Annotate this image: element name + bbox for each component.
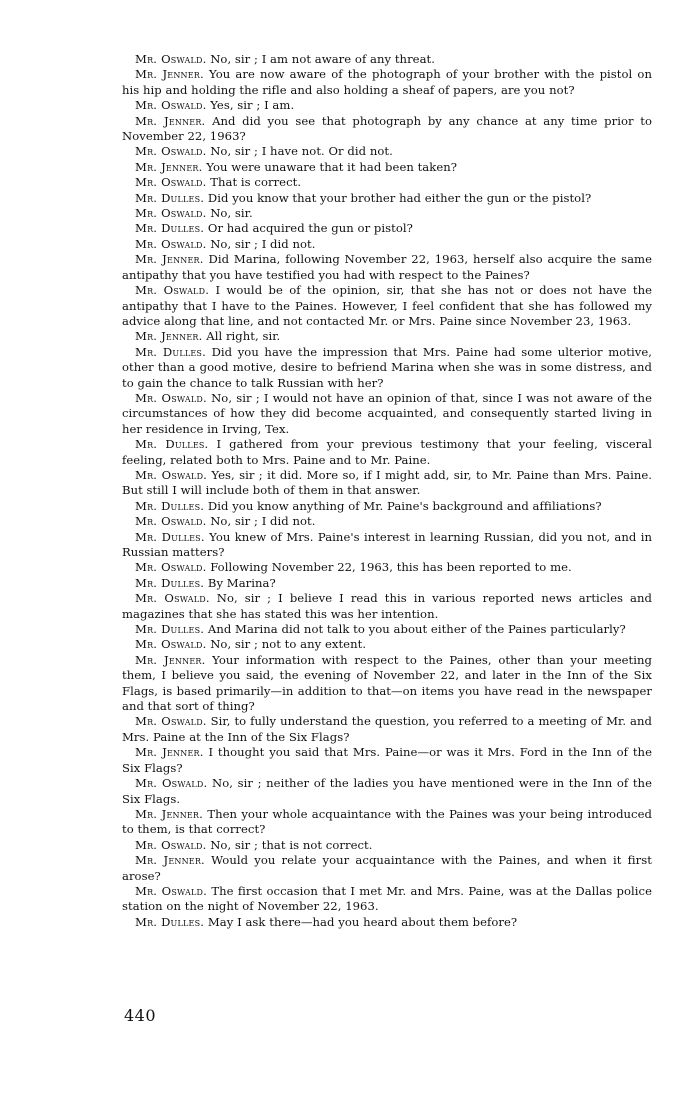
- utterance-text: I gathered from your previous testimony that your feeling, visceral feeling, related both to Mrs. Paine and to Mr. Paine.: [122, 437, 652, 467]
- utterance-text: No, sir ; I did not.: [210, 236, 316, 251]
- speaker-name: Mr. Jenner.: [135, 159, 203, 174]
- speaker-name: Mr. Dulles.: [135, 437, 209, 452]
- speaker-name: Mr. Dulles.: [135, 221, 205, 236]
- utterance-text: I thought you said that Mrs. Paine—or was it Mrs. Ford in the Inn of the Six Flags?: [122, 745, 652, 775]
- utterance-text: No, sir ; neither of the ladies you have mentioned were in the Inn of the Six Flags.: [122, 776, 652, 806]
- utterance-text: You were unaware that it had been taken?: [206, 159, 458, 174]
- utterance-text: No, sir.: [210, 206, 253, 221]
- utterance-text: Or had acquired the gun or pistol?: [207, 221, 413, 236]
- testimony-paragraph: [122, 637, 652, 652]
- utterance-text: Yes, sir ; it did. More so, if I might add, sir, to Mr. Paine than Mrs. Paine. But still I will include both of them in that answer.: [122, 467, 652, 498]
- testimony-paragraph: [122, 175, 652, 190]
- utterance-text: By Marina?: [207, 575, 276, 590]
- testimony-paragraph: [122, 206, 652, 221]
- testimony-paragraph: [122, 838, 652, 853]
- utterance-text: May I ask there—had you heard about them before?: [207, 914, 518, 929]
- testimony-paragraph: [122, 499, 652, 514]
- testimony-paragraph: [122, 468, 652, 499]
- testimony-paragraph: [122, 283, 652, 329]
- speaker-name: Mr. Jenner.: [135, 329, 203, 344]
- speaker-name: Mr. Oswald.: [135, 206, 207, 221]
- utterance-text: No, sir ; not to any extent.: [210, 637, 367, 652]
- speaker-name: Mr. Jenner.: [135, 113, 206, 128]
- utterance-text: No, sir ; I have not. Or did not.: [210, 144, 393, 159]
- speaker-name: Mr. Oswald.: [135, 714, 207, 729]
- testimony-paragraph: [122, 576, 652, 591]
- testimony-paragraph: [122, 745, 652, 776]
- speaker-name: Mr. Oswald.: [135, 883, 208, 898]
- utterance-text: That is correct.: [210, 175, 302, 190]
- utterance-text: And did you see that photograph by any chance at any time prior to November 22, 1963?: [122, 113, 652, 144]
- page-number: 440: [124, 1006, 157, 1025]
- speaker-name: Mr. Oswald.: [135, 837, 207, 852]
- utterance-text: Yes, sir ; I am.: [210, 98, 295, 113]
- utterance-text: Sir, to fully understand the question, you referred to a meeting of Mr. and Mrs. Paine at the Inn of the Six Flags?: [122, 714, 652, 744]
- testimony-paragraph: [122, 114, 652, 145]
- utterance-text: No, sir ; that is not correct.: [210, 837, 373, 852]
- utterance-text: You knew of Mrs. Paine's interest in learning Russian, did you not, and in Russian matters?: [122, 529, 652, 559]
- speaker-name: Mr. Oswald.: [135, 467, 208, 482]
- speaker-name: Mr. Jenner.: [135, 806, 204, 821]
- utterance-text: Did you know that your brother had either the gun or the pistol?: [207, 190, 592, 205]
- utterance-text: Did Marina, following November 22, 1963, herself also acquire the same antipathy that you have testified you had with respect to the Paines?: [122, 252, 652, 282]
- testimony-paragraph: [122, 591, 652, 622]
- testimony-paragraph: [122, 52, 652, 67]
- testimony-paragraph: [122, 160, 652, 175]
- testimony-paragraph: [122, 345, 652, 391]
- speaker-name: Mr. Dulles.: [135, 498, 205, 513]
- utterance-text: All right, sir.: [206, 329, 281, 344]
- utterance-text: No, sir ; I would not have an opinion of that, since I was not aware of the circumstances of how they did become acquainted, and consequently started living in her residence in Irving, Tex.: [122, 390, 652, 436]
- speaker-name: Mr. Jenner.: [135, 252, 204, 267]
- utterance-text: The first occasion that I met Mr. and Mrs. Paine, was at the Dallas police station on the night of November 22, 1963.: [122, 883, 652, 914]
- testimony-paragraph: [122, 884, 652, 915]
- speaker-name: Mr. Oswald.: [135, 514, 207, 529]
- speaker-name: Mr. Dulles.: [135, 622, 205, 637]
- speaker-name: Mr. Oswald.: [135, 98, 207, 113]
- testimony-paragraph: [122, 67, 652, 98]
- testimony-paragraph: [122, 776, 652, 807]
- speaker-name: Mr. Dulles.: [135, 190, 205, 205]
- speaker-name: Mr. Jenner.: [135, 745, 204, 760]
- speaker-name: Mr. Oswald.: [135, 52, 207, 66]
- testimony-paragraph: [122, 191, 652, 206]
- speaker-name: Mr. Jenner.: [135, 67, 204, 82]
- testimony-paragraph: [122, 807, 652, 838]
- speaker-name: Mr. Jenner.: [135, 652, 206, 667]
- speaker-name: Mr. Oswald.: [135, 776, 208, 791]
- utterance-text: No, sir ; I am not aware of any threat.: [210, 52, 435, 66]
- testimony-paragraph: [122, 437, 652, 468]
- speaker-name: Mr. Oswald.: [135, 144, 207, 159]
- speaker-name: Mr. Jenner.: [135, 853, 205, 868]
- speaker-name: Mr. Dulles.: [135, 575, 205, 590]
- testimony-paragraph: [122, 653, 652, 715]
- utterance-text: No, sir ; I believe I read this in various reported news articles and magazines that she has stated this was her intention.: [122, 591, 652, 621]
- speaker-name: Mr. Oswald.: [135, 637, 207, 652]
- utterance-text: Did you know anything of Mr. Paine's background and affiliations?: [207, 498, 602, 513]
- testimony-paragraph: [122, 98, 652, 113]
- utterance-text: Would you relate your acquaintance with the Paines, and when it first arose?: [122, 853, 652, 883]
- testimony-paragraph: [122, 560, 652, 575]
- testimony-paragraph: [122, 915, 652, 930]
- testimony-paragraph: [122, 714, 652, 745]
- testimony-paragraph: [122, 853, 652, 884]
- speaker-name: Mr. Oswald.: [135, 283, 210, 298]
- speaker-name: Mr. Dulles.: [135, 529, 205, 544]
- utterance-text: I would be of the opinion, sir, that she has not or does not have the antipathy that I have to the Paines. However, I feel confident that she has followed my advice along that line, and not contacted Mr. or Mrs. Paine since November 23, 1963.: [122, 283, 652, 328]
- speaker-name: Mr. Oswald.: [135, 390, 207, 405]
- utterance-text: Then your whole acquaintance with the Paines was your being introduced to them, is that correct?: [122, 806, 652, 837]
- speaker-name: Mr. Oswald.: [135, 175, 207, 190]
- testimony-paragraph: [122, 329, 652, 344]
- testimony-paragraph: [122, 221, 652, 236]
- testimony-text: [122, 52, 652, 930]
- testimony-paragraph: [122, 252, 652, 283]
- speaker-name: Mr. Dulles.: [135, 344, 206, 359]
- utterance-text: No, sir ; I did not.: [210, 514, 316, 529]
- utterance-text: And Marina did not talk to you about either of the Paines particularly?: [207, 622, 626, 637]
- testimony-paragraph: [122, 514, 652, 529]
- testimony-paragraph: [122, 144, 652, 159]
- utterance-text: Following November 22, 1963, this has been reported to me.: [210, 560, 572, 575]
- testimony-paragraph: [122, 391, 652, 437]
- testimony-paragraph: [122, 237, 652, 252]
- speaker-name: Mr. Oswald.: [135, 236, 207, 251]
- speaker-name: Mr. Oswald.: [135, 591, 210, 606]
- speaker-name: Mr. Dulles.: [135, 914, 205, 929]
- utterance-text: Your information with respect to the Paines, other than your meeting them, I believe you said, the evening of November 22, and later in the Inn of the Six Flags, is based primarily—in addition to that—on items you have read in the newspaper and that sort of thing?: [122, 652, 652, 714]
- utterance-text: You are now aware of the photograph of your brother with the pistol on his hip and holding the rifle and also holding a sheaf of papers, are you not?: [122, 67, 652, 97]
- testimony-paragraph: [122, 622, 652, 637]
- speaker-name: Mr. Oswald.: [135, 560, 207, 575]
- utterance-text: Did you have the impression that Mrs. Paine had some ulterior motive, other than a good motive, desire to befriend Marina when she was in some distress, and to gain the chance to talk Russian with her?: [122, 344, 652, 390]
- testimony-paragraph: [122, 530, 652, 561]
